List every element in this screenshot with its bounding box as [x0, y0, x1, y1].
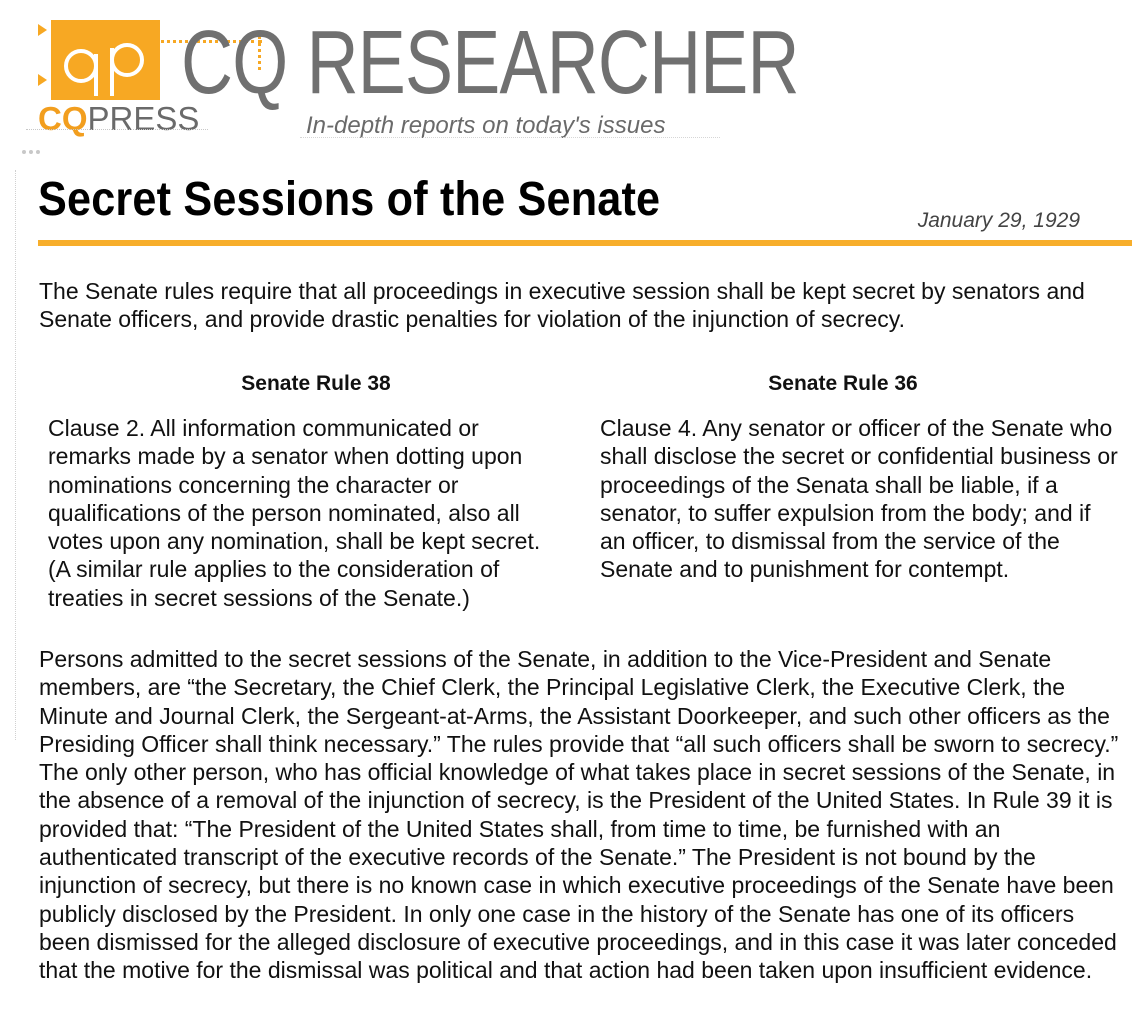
- rule-heading: Senate Rule 38: [241, 372, 391, 395]
- rule-box-38: [48, 370, 568, 612]
- tagline: In-depth reports on today's issues: [306, 112, 666, 139]
- press-wordmark-part: PRESS: [87, 100, 200, 137]
- decorative-dots: [22, 150, 40, 159]
- rule-box-36: [600, 370, 1120, 584]
- brand-name: CQ RESEARCHER: [181, 13, 799, 113]
- page-title: Secret Sessions of the Senate: [38, 173, 661, 226]
- divider: [300, 137, 720, 138]
- logo-arrow-top: [38, 24, 47, 36]
- logo-arrow-bottom: [38, 74, 47, 86]
- intro-paragraph: The Senate rules require that all proceedings in executive session shall be kept secret by senators and Senate officers, and provide drastic penalties for violation of the injunction of secrecy.: [39, 278, 1085, 333]
- rule-clause-text: Clause 2. All information communicated or remarks made by a senator when dotting upon nominations concerning the character or qualifications of the person nominated, also all votes upon any nomination, shall be kept secret. (A similar rule applies to the consideration of treaties in secret sessions of the Senate.): [48, 415, 541, 611]
- rule-clause-text: Clause 4. Any senator or officer of the Senate who shall disclose the secret or confidential business or proceedings of the Senata shall be liable, if a senator, to suffer expulsion from the body; and if an officer, to dismissal from the service of the Senate and to punishment for contempt.: [600, 415, 1118, 583]
- cq-wordmark-part: CQ: [38, 100, 88, 137]
- qp-logo-icon: [51, 20, 160, 100]
- cq-press-logo: [51, 20, 160, 100]
- divider: [26, 129, 208, 130]
- cq-press-wordmark: [38, 102, 199, 135]
- masthead: [0, 0, 799, 150]
- body-paragraph: Persons admitted to the secret sessions of the Senate, in addition to the Vice-President and Senate members, are “the Secretary, the Chief Clerk, the Principal Legislative Clerk, the Executive Clerk, the Minute and Journal Clerk, the Sergeant-at-Arms, the Assistant Doorkeeper, and such other officers as the Presiding Officer shall think necessary.” The rules provide that “all such officers shall be sworn to secrecy.” The only other person, who has official knowledge of what takes place in secret sessions of the Senate, in the absence of a removal of the injunction of secrecy, is the President of the United States. In Rule 39 it is provided that: “The President of the United States shall, from time to time, be furnished with an authenticated transcript of the executive records of the Senate.” The President is not bound by the injunction of secrecy, but there is no known case in which executive proceedings of the Senate have been publicly disclosed by the President. In only one case in the history of the Senate has one of its officers been dismissed for the alleged disclosure of executive proceedings, and in this case it was later conceded that the motive for the dismissal was political and that action had been taken upon insufficient evidence.: [39, 646, 1119, 984]
- publication-date: January 29, 1929: [917, 209, 1080, 232]
- side-divider: [15, 170, 16, 740]
- rule-heading: Senate Rule 36: [768, 372, 918, 395]
- title-underline: [38, 240, 1132, 246]
